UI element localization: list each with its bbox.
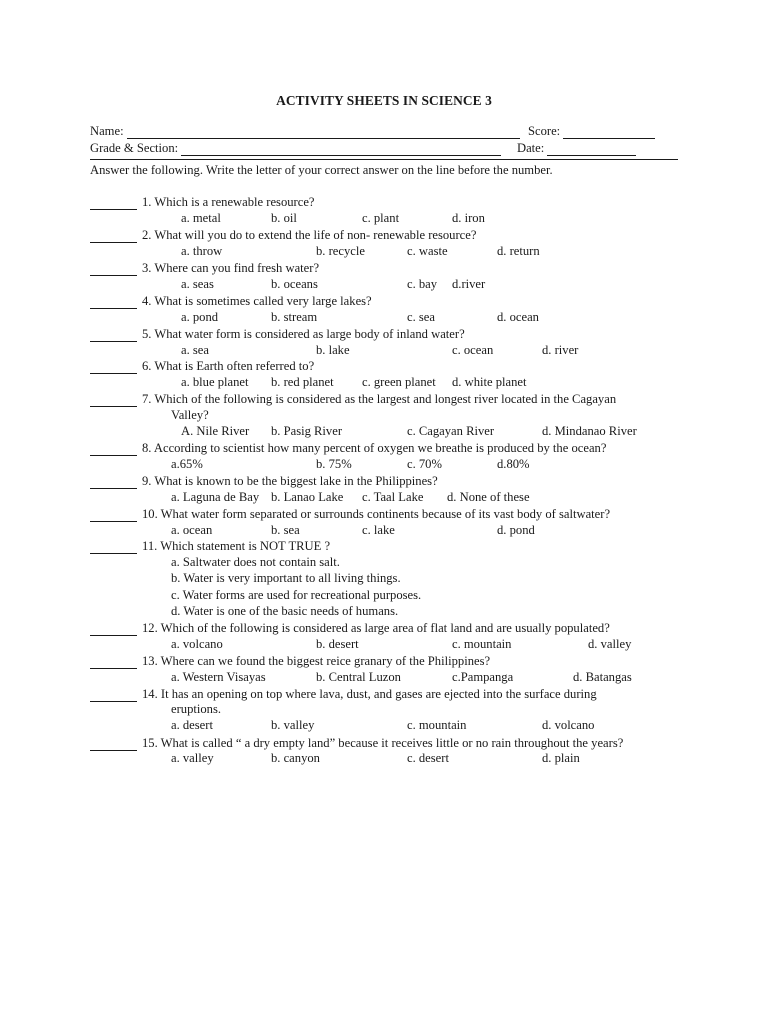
- question-3-text: 3. Where can you find fresh water?: [142, 261, 320, 275]
- q4-option-d: d. ocean: [497, 310, 539, 324]
- question-9: [90, 473, 438, 489]
- q2-option-a: a. throw: [181, 244, 223, 258]
- question-7: [90, 391, 616, 407]
- q5-option-c: c. ocean: [452, 343, 494, 357]
- question-1-text: 1. Which is a renewable resource?: [142, 195, 315, 209]
- q3-option-a: a. seas: [181, 277, 214, 291]
- q9-option-c: c. Taal Lake: [362, 490, 424, 504]
- answer-blank-8[interactable]: [90, 443, 137, 456]
- q11-option-b: b. Water is very important to all living things.: [171, 571, 401, 585]
- q3-option-b: b. oceans: [271, 277, 318, 291]
- question-8: [90, 440, 606, 456]
- q6-option-d: d. white planet: [452, 375, 527, 389]
- question-6-text: 6. What is Earth often referred to?: [142, 359, 315, 373]
- q9-option-a: a. Laguna de Bay: [171, 490, 260, 504]
- question-13-text: 13. Where can we found the biggest reice granary of the Philippines?: [142, 654, 491, 668]
- answer-blank-2[interactable]: [90, 230, 137, 243]
- question-14: [90, 686, 597, 702]
- q10-option-a: a. ocean: [171, 523, 213, 537]
- question-13: [90, 653, 490, 669]
- q14-option-d: d. volcano: [542, 718, 595, 732]
- q15-option-c: c. desert: [407, 751, 449, 765]
- q13-option-a: a. Western Visayas: [171, 670, 266, 684]
- question-2: [90, 227, 476, 243]
- question-10-text: 10. What water form separated or surrounds continents because of its vast body of saltwater?: [142, 507, 611, 521]
- question-1: [90, 194, 315, 210]
- q2-option-c: c. waste: [407, 244, 448, 258]
- date-field[interactable]: [547, 143, 636, 156]
- question-7-text: 7. Which of the following is considered as the largest and longest river located in the Cagayan: [142, 392, 617, 406]
- q13-option-c: c.Pampanga: [452, 670, 514, 684]
- q7-option-b: b. Pasig River: [271, 424, 343, 438]
- q2-option-b: b. recycle: [316, 244, 365, 258]
- name-label: Name:: [90, 124, 124, 138]
- q15-option-a: a. valley: [171, 751, 214, 765]
- q9-option-d: d. None of these: [447, 490, 530, 504]
- q6-option-a: a. blue planet: [181, 375, 249, 389]
- grade-section-label: Grade & Section:: [90, 141, 179, 155]
- answer-blank-9[interactable]: [90, 476, 137, 489]
- q1-option-a: a. metal: [181, 211, 221, 225]
- q13-option-b: b. Central Luzon: [316, 670, 401, 684]
- q7-option-a: A. Nile River: [181, 424, 250, 438]
- question-15-text: 15. What is called “ a dry empty land” because it receives little or no rain throughout the years?: [142, 736, 624, 750]
- q10-option-d: d. pond: [497, 523, 535, 537]
- answer-blank-3[interactable]: [90, 263, 137, 276]
- q3-option-c: c. bay: [407, 277, 438, 291]
- question-12: [90, 620, 610, 636]
- answer-blank-7[interactable]: [90, 394, 137, 407]
- question-15: [90, 735, 623, 751]
- answer-blank-15[interactable]: [90, 738, 137, 751]
- q9-option-b: b. Lanao Lake: [271, 490, 344, 504]
- q8-option-c: c. 70%: [407, 457, 442, 471]
- answer-blank-12[interactable]: [90, 623, 137, 636]
- question-10: [90, 506, 610, 522]
- q10-option-b: b. sea: [271, 523, 300, 537]
- q12-option-b: b. desert: [316, 637, 359, 651]
- answer-blank-5[interactable]: [90, 329, 137, 342]
- q1-option-d: d. iron: [452, 211, 485, 225]
- question-12-text: 12. Which of the following is considered as large area of flat land and are usually populated?: [142, 621, 610, 635]
- answer-blank-10[interactable]: [90, 509, 137, 522]
- answer-blank-13[interactable]: [90, 656, 137, 669]
- name-row: [90, 124, 520, 139]
- worksheet-title: ACTIVITY SHEETS IN SCIENCE 3: [276, 93, 492, 108]
- q15-option-b: b. canyon: [271, 751, 320, 765]
- q10-option-c: c. lake: [362, 523, 395, 537]
- q7-option-d: d. Mindanao River: [542, 424, 637, 438]
- question-4: [90, 293, 372, 309]
- answer-blank-4[interactable]: [90, 296, 137, 309]
- q1-option-b: b. oil: [271, 211, 297, 225]
- score-field[interactable]: [563, 126, 655, 139]
- question-14-text-cont: eruptions.: [171, 702, 222, 716]
- question-3: [90, 260, 319, 276]
- answer-blank-6[interactable]: [90, 361, 137, 374]
- header-divider: [90, 159, 678, 160]
- question-2-text: 2. What will you do to extend the life of non- renewable resource?: [142, 228, 477, 242]
- q11-option-c: c. Water forms are used for recreational purposes.: [171, 588, 422, 602]
- q5-option-b: b. lake: [316, 343, 350, 357]
- answer-blank-1[interactable]: [90, 197, 137, 210]
- question-5: [90, 326, 465, 342]
- answer-blank-14[interactable]: [90, 689, 137, 702]
- date-label: Date:: [517, 141, 545, 155]
- question-11: [90, 538, 330, 554]
- q3-option-d: d.river: [452, 277, 486, 291]
- q8-option-b: b. 75%: [316, 457, 352, 471]
- answer-blank-11[interactable]: [90, 541, 137, 554]
- q6-option-c: c. green planet: [362, 375, 436, 389]
- grade-section-row: [90, 141, 501, 156]
- q11-option-a: a. Saltwater does not contain salt.: [171, 555, 340, 569]
- q12-option-c: c. mountain: [452, 637, 512, 651]
- question-6: [90, 358, 314, 374]
- question-4-text: 4. What is sometimes called very large lakes?: [142, 294, 372, 308]
- question-14-text: 14. It has an opening on top where lava, dust, and gases are ejected into the surface during: [142, 687, 597, 701]
- grade-section-field[interactable]: [181, 143, 501, 156]
- instructions: Answer the following. Write the letter of your correct answer on the line before the number.: [90, 163, 553, 177]
- q8-option-d: d.80%: [497, 457, 530, 471]
- q4-option-b: b. stream: [271, 310, 318, 324]
- question-7-text-cont: Valley?: [171, 408, 209, 422]
- q13-option-d: d. Batangas: [573, 670, 632, 684]
- q4-option-c: c. sea: [407, 310, 435, 324]
- q1-option-c: c. plant: [362, 211, 400, 225]
- q8-option-a: a.65%: [171, 457, 203, 471]
- question-5-text: 5. What water form is considered as large body of inland water?: [142, 327, 465, 341]
- q5-option-a: a. sea: [181, 343, 209, 357]
- score-row: [528, 124, 655, 139]
- q14-option-a: a. desert: [171, 718, 213, 732]
- q14-option-c: c. mountain: [407, 718, 467, 732]
- score-label: Score:: [528, 124, 561, 138]
- question-9-text: 9. What is known to be the biggest lake in the Philippines?: [142, 474, 438, 488]
- name-field[interactable]: [127, 126, 520, 139]
- q12-option-a: a. volcano: [171, 637, 223, 651]
- q14-option-b: b. valley: [271, 718, 315, 732]
- question-8-text: 8. According to scientist how many percent of oxygen we breathe is produced by the ocean?: [142, 441, 607, 455]
- q15-option-d: d. plain: [542, 751, 580, 765]
- q5-option-d: d. river: [542, 343, 579, 357]
- q2-option-d: d. return: [497, 244, 540, 258]
- question-11-text: 11. Which statement is NOT TRUE ?: [142, 539, 331, 553]
- q12-option-d: d. valley: [588, 637, 632, 651]
- date-row: [517, 141, 636, 156]
- q7-option-c: c. Cagayan River: [407, 424, 495, 438]
- q11-option-d: d. Water is one of the basic needs of humans.: [171, 604, 399, 618]
- q4-option-a: a. pond: [181, 310, 219, 324]
- q6-option-b: b. red planet: [271, 375, 334, 389]
